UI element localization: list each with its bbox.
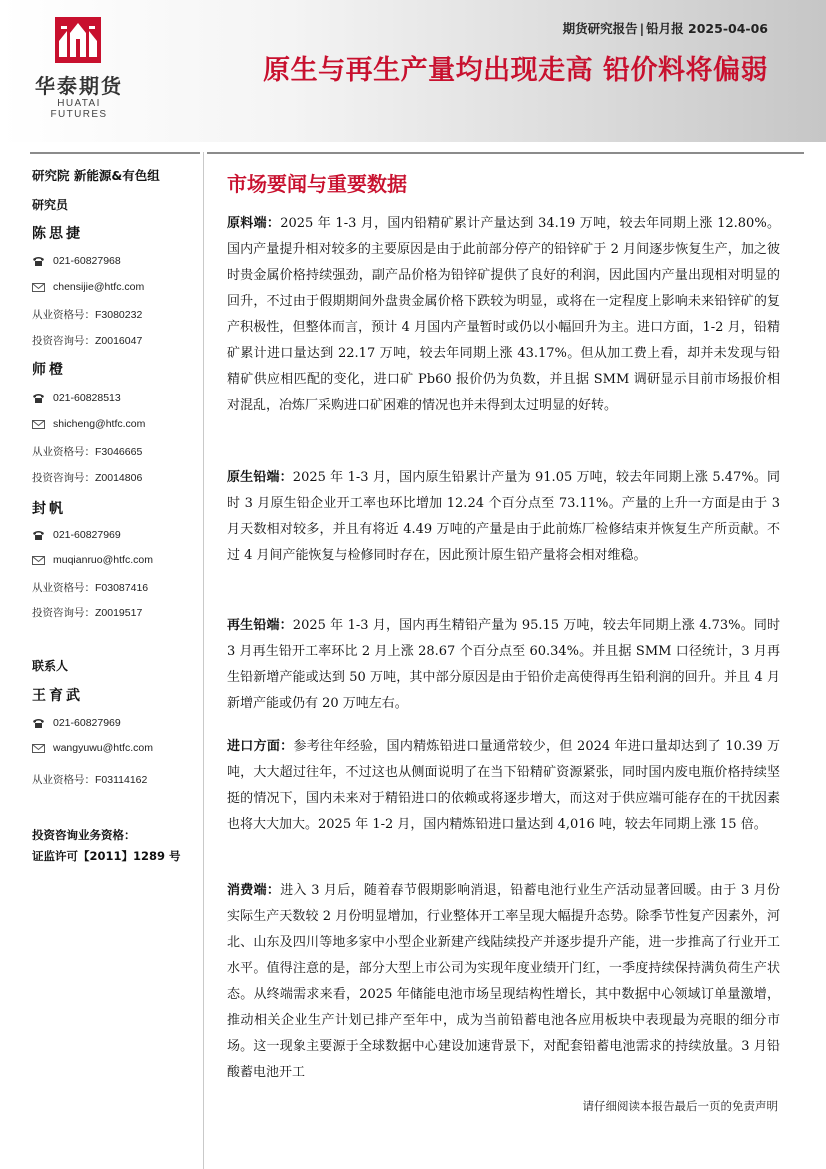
analyst-sidebar	[0, 142, 200, 1169]
consult-label: 投资咨询号：	[32, 472, 95, 484]
paragraph-lead: 再生铅端：	[227, 618, 293, 633]
report-frequency: 铅月报	[646, 21, 684, 36]
paragraph-lead: 消费端：	[227, 883, 281, 898]
report-date: 2025-04-06	[688, 21, 768, 36]
logo-english-name: HUATAI FUTURES	[50, 98, 108, 120]
consult-value: Z0019517	[95, 607, 143, 619]
license-number: 证监许可【2011】1289 号	[32, 849, 181, 863]
email-icon	[32, 282, 45, 293]
logo-chinese-name: 华泰期货	[35, 74, 123, 98]
qualification-value: F3046665	[95, 446, 143, 458]
qualification-label: 从业资格号：	[32, 309, 95, 321]
email-icon	[32, 555, 45, 566]
phone-icon	[32, 393, 45, 404]
qualification-number	[32, 772, 147, 787]
analyst-phone: 021-60827969	[53, 529, 121, 541]
analyst-email[interactable]: muqianruo@htfc.com	[53, 554, 153, 566]
report-header	[0, 0, 826, 142]
contact-phone: 021-60827969	[53, 717, 121, 729]
email-icon	[32, 743, 45, 754]
analyst-phone: 021-60828513	[53, 392, 121, 404]
researcher-label: 研究员	[32, 198, 69, 212]
qualification-value: F03087416	[95, 582, 149, 594]
consult-label: 投资咨询号：	[32, 607, 95, 619]
analyst-name: 陈思捷	[32, 226, 83, 242]
paragraph-secondary-lead	[227, 613, 780, 717]
section-title: 市场要闻与重要数据	[227, 172, 407, 196]
report-title: 原生与再生产量均出现走高 铅价料将偏弱	[263, 55, 768, 86]
qualification-label: 从业资格号：	[32, 446, 95, 458]
paragraph-lead: 进口方面：	[227, 739, 294, 754]
qualification-value: F3080232	[95, 309, 143, 321]
analyst-email[interactable]: shicheng@htfc.com	[53, 418, 146, 430]
report-type: 期货研究报告	[562, 21, 638, 36]
qualification-number	[32, 444, 142, 459]
department-label: 研究院 新能源&有色组	[32, 168, 160, 183]
meta-separator: |	[639, 21, 645, 36]
qualification-label: 从业资格号：	[32, 774, 95, 786]
paragraph-body: 参考往年经验，国内精炼铅进口量通常较少，但 2024 年进口量却达到了 10.39 万吨，大大超过往年，不过这也从侧面说明了在当下铅精矿资源紧张，同时国内废电瓶价格持续坚挺的情况下，国内未来对于精铅进口的依赖或将逐步增大，而这对于供应端可能存在的干扰因素也将大大加大。2025 年 1-2 月，国内精炼铅进口量达到 4,016 吨，较去年同期上涨 15 倍。	[227, 739, 780, 832]
disclaimer-note: 请仔细阅读本报告最后一页的免责声明	[582, 1099, 778, 1113]
paragraph-imports	[227, 734, 780, 838]
report-meta	[563, 19, 768, 37]
paragraph-lead: 原料端：	[227, 216, 281, 231]
contact-name: 王育武	[32, 688, 83, 704]
paragraph-raw-material	[227, 211, 780, 419]
paragraph-body: 2025 年 1-3 月，国内原生铅累计产量为 91.05 万吨，较去年同期上涨 5.47%。同时 3 月原生铅企业开工率也环比增加 12.24 个百分点至 73.11%。产量的上升一方面是由于 3 月天数相对较多，并且有将近 4.49 万吨的产量是由于此前炼厂检修结束并恢复生产所贡献。不过 4 月间产能恢复与检修同时存在，因此预计原生铅产量将会相对维稳。	[227, 470, 780, 563]
qualification-value: F03114162	[95, 774, 148, 786]
email-icon	[32, 419, 45, 430]
main-divider	[207, 152, 804, 154]
huatai-logo-icon	[55, 17, 101, 63]
consult-number	[32, 605, 142, 620]
paragraph-body: 进入 3 月后，随着春节假期影响消退，铅蓄电池行业生产活动显著回暖。由于 3 月份实际生产天数较 2 月份明显增加，行业整体开工率呈现大幅提升态势。除季节性复产因素外，河北、山东及四川等地多家中小型企业新建产线陆续投产并逐步提升产能，进一步推高了行业开工水平。值得注意的是，部分大型上市公司为实现年度业绩开门红，一季度持续保持满负荷生产状态。从终端需求来看，2025 年储能电池市场呈现结构性增长，其中数据中心领域订单量激增，推动相关企业生产计划已排产至年中，成为当前铅蓄电池各应用板块中表现最为亮眼的细分市场。这一现象主要源于全球数据中心建设加速背景下，对配套铅蓄电池需求的持续放量。3 月铅酸蓄电池开工	[227, 883, 780, 1080]
sidebar-divider	[30, 152, 200, 154]
consult-label: 投资咨询号：	[32, 335, 95, 347]
consult-number	[32, 333, 142, 348]
qualification-label: 从业资格号：	[32, 582, 95, 594]
qualification-number	[32, 580, 148, 595]
contact-label: 联系人	[32, 659, 69, 673]
paragraph-consumption	[227, 878, 780, 1086]
contact-email[interactable]: wangyuwu@htfc.com	[53, 742, 153, 754]
column-divider	[203, 152, 204, 1169]
phone-icon	[32, 718, 45, 729]
paragraph-lead: 原生铅端：	[227, 470, 293, 485]
consult-value: Z0016047	[95, 335, 143, 347]
analyst-name: 师橙	[32, 362, 66, 378]
consult-value: Z0014806	[95, 472, 143, 484]
analyst-phone: 021-60827968	[53, 255, 121, 267]
license-title: 投资咨询业务资格：	[32, 828, 136, 842]
phone-icon	[32, 530, 45, 541]
qualification-number	[32, 307, 142, 322]
analyst-name: 封帆	[32, 501, 66, 517]
paragraph-body: 2025 年 1-3 月，国内再生精铅产量为 95.15 万吨，较去年同期上涨 4.73%。同时 3 月再生铅开工率环比 2 月上涨 28.67 个百分点至 60.34%。并且据 SMM 口径统计，3 月再生铅新增产能或达到 50 万吨，其中部分原因是由于铅价走高使得再生铅利润的回升。并且 4 月新增产能或仍有 20 万吨左右。	[227, 618, 780, 711]
analyst-email[interactable]: chensijie@htfc.com	[53, 281, 145, 293]
consult-number	[32, 470, 142, 485]
phone-icon	[32, 256, 45, 267]
paragraph-primary-lead	[227, 465, 780, 569]
paragraph-body: 2025 年 1-3 月，国内铅精矿累计产量达到 34.19 万吨，较去年同期上涨 12.80%。国内产量提升相对较多的主要原因是由于此前部分停产的铅锌矿于 2 月间逐步恢复生产，加之彼时贵金属价格持续强劲，副产品价格为铅锌矿提供了良好的利润，因此国内产量出现相对明显的回升，不过由于假期期间外盘贵金属价格下跌较为明显，或将在一定程度上影响未来铅锌矿的复产积极性，但整体而言，预计 4 月国内产量暂时或仍以小幅回升为主。进口方面，1-2 月，铅精矿累计进口量达到 22.17 万吨，较去年同期上涨 43.17%。但从加工费上看，却并未发现与铅精矿供应相匹配的变化，进口矿 Pb60 报价仍为负数，并且据 SMM 调研显示目前市场报价相对混乱，冶炼厂采购进口矿困难的情况也并未得到太过明显的好转。	[227, 216, 780, 413]
